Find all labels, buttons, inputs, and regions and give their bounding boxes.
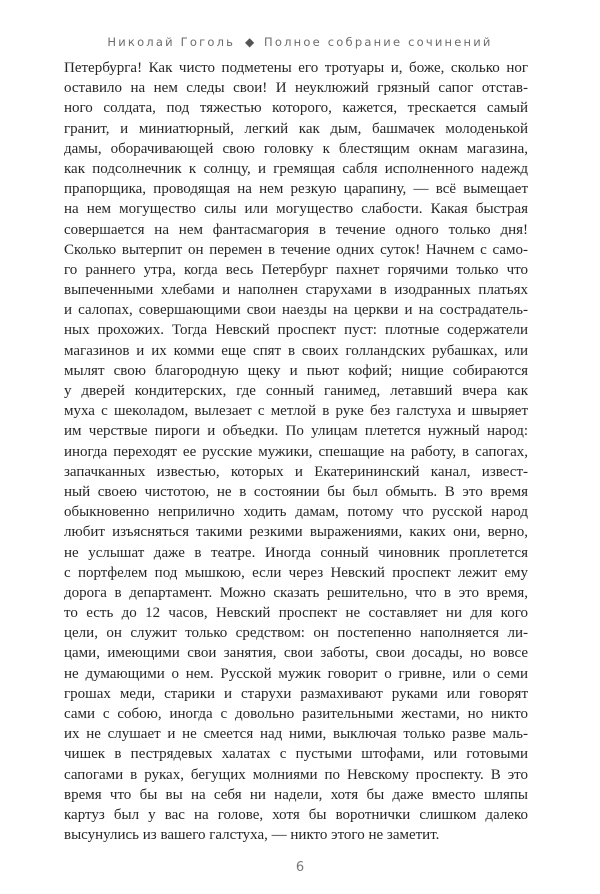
- text-line: и салопах, совершающими свои наезды на церкви и на сострадатель-: [64, 302, 528, 319]
- text-line: мылят свою благородную щеку и пьют кофий; нищие собираются: [64, 362, 528, 379]
- page-number: 6: [295, 860, 305, 875]
- text-line: время что бы вы на себя ни надели, хотя бы даже вместо шляпы: [64, 786, 528, 803]
- text-line: муха с шеколадом, вылезает с метлой в руке без галстуха и швыряет: [64, 403, 528, 420]
- text-line: как подсолнечник к солнцу, и гремящая сабля исполненного надежд: [64, 160, 528, 177]
- text-line: сапогами в руках, бегущих молниями по Невскому проспекту. В это: [64, 766, 528, 783]
- text-line: иногда переходят ее русские мужики, спешащие на работу, в сапогах,: [64, 443, 528, 460]
- text-line: не думающими о нем. Русской мужик говорит о гривне, или о семи: [64, 665, 528, 682]
- header-book-title: Полное собрание сочинений: [264, 35, 493, 49]
- text-line: не услышат даже в театре. Иногда сонный чиновник проплетется: [64, 544, 528, 561]
- text-line: ных прохожих. Тогда Невский проспект пуст: плотные содержатели: [64, 322, 528, 339]
- text-line: высунулись из вашего галстуха, — никто этого не заметит.: [64, 827, 440, 844]
- text-line: то есть до 12 часов, Невский проспект не составляет ни для кого: [64, 605, 528, 622]
- text-line: цами, имеющими свои занятия, свои заботы, свои досады, но вовсе: [64, 645, 528, 662]
- text-line: Петербурга! Как чисто подметены его тротуары и, боже, сколько ног: [64, 60, 528, 76]
- text-line: оставило на нем следы свои! И неуклюжий грязный сапог отстав-: [64, 80, 528, 97]
- text-line: гранит, и миниатюрный, легкий как дым, башмачек молоденькой: [64, 120, 528, 137]
- text-line: прапорщика, проводящая на нем резкую царапину, — всё вымещает: [64, 181, 528, 198]
- page-body-text: [64, 58, 528, 845]
- running-header: [0, 34, 600, 50]
- text-line: дорога в департамент. Можно сказать решительно, что в это время,: [64, 584, 528, 601]
- text-line: совершается на нем фантасмагория в течение одного только дня!: [64, 221, 528, 238]
- text-line: го раннего утра, когда весь Петербург пахнет горячими только что: [64, 261, 528, 278]
- text-line: дамы, оборачивающей свою головку к блестящим окнам магазина,: [64, 140, 528, 157]
- text-line: выпеченными хлебами и наполнен старухами в изодранных платьях: [64, 282, 528, 299]
- diamond-ornament-icon: ◆: [244, 35, 255, 49]
- text-line: ный своею чистотою, не в состоянии бы был обмыть. В это время: [64, 483, 528, 500]
- text-line: чишек в пестрядевых халатах с пустыми штофами, или готовыми: [64, 746, 528, 763]
- header-author: Николай Гоголь: [107, 35, 236, 49]
- text-line: на нем могущество силы или могущество слабости. Какая быстрая: [64, 201, 528, 218]
- text-line: обыкновенно неприлично ходить дамам, потому что русской народ: [64, 504, 528, 521]
- text-line: запачканных известью, которых и Екатерининский канал, извест-: [64, 463, 528, 480]
- text-line: магазинов и их комми еще спят в своих голландских рубашках, или: [64, 342, 528, 359]
- text-line: сами с собою, иногда с довольно разительными жестами, но никто: [64, 706, 528, 722]
- text-line: у дверей кондитерских, где сонный ганимед, летавший вчера как: [64, 383, 528, 399]
- text-line: Сколько вытерпит он перемен в течение одних суток! Начнем с само-: [64, 241, 528, 258]
- text-line: любит изъясняться такими резкими выражениями, каких они, верно,: [64, 524, 528, 541]
- text-line: картуз был у вас на голове, хотя бы воротнички слишком далеко: [64, 806, 528, 823]
- text-line: цели, он служит только средством: он постепенно наполняется ли-: [64, 625, 528, 642]
- text-line: им черствые пироги и объедки. По улицам плетется нужный народ:: [64, 423, 528, 440]
- text-line: с портфелем под мышкою, если через Невский проспект лежит ему: [64, 564, 528, 581]
- text-line: ного солдата, под тяжестью которого, кажется, трескается самый: [64, 100, 528, 117]
- text-line: их не слушает и не смеется над ними, выключая только разве маль-: [64, 726, 528, 743]
- text-line: грошах меди, старики и старухи размахивают руками или говорят: [64, 685, 528, 702]
